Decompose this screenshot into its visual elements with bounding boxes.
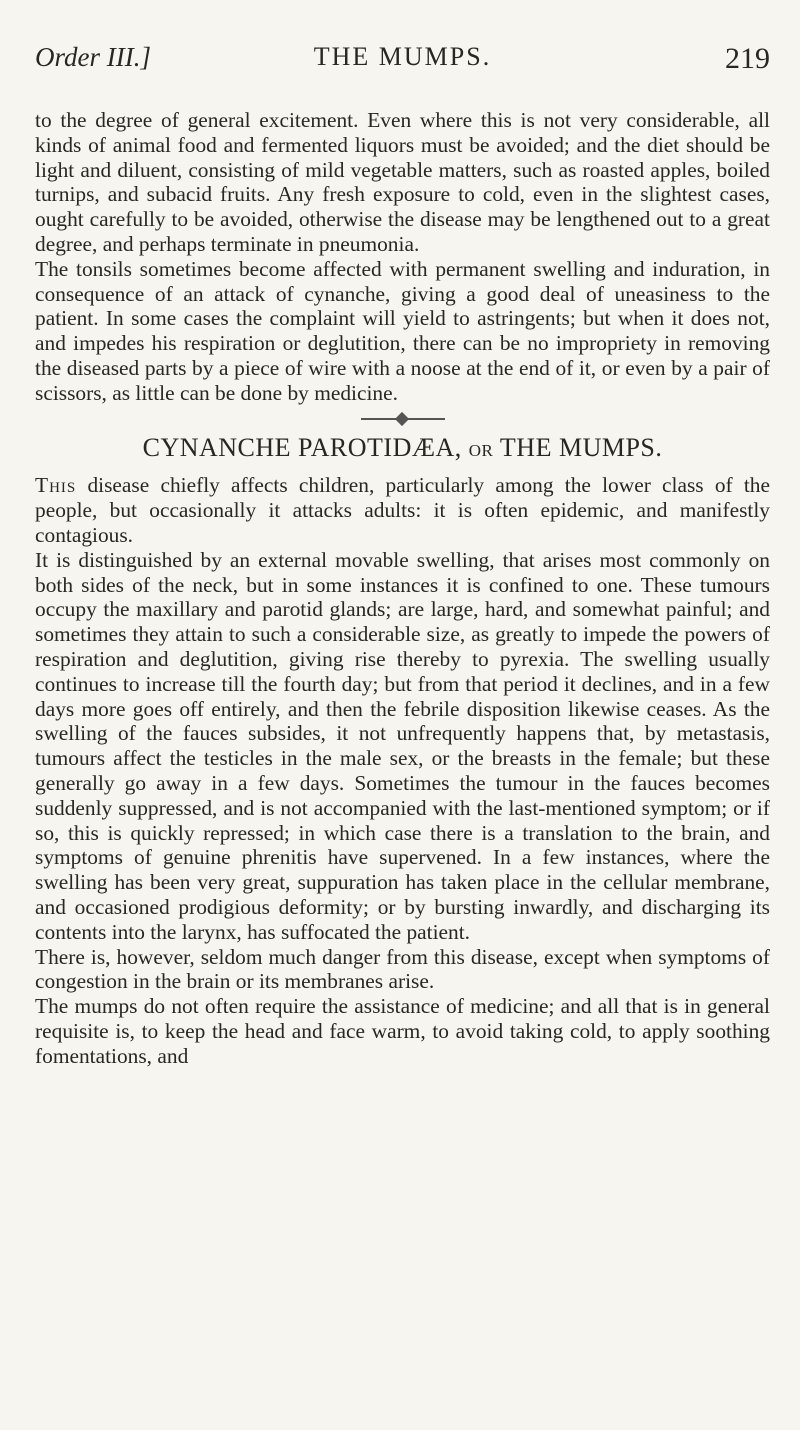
lead-word: This [35, 473, 77, 498]
page-number: 219 [725, 42, 770, 75]
paragraph: The tonsils sometimes become affected with permanent swelling and induration, in consequence of an attack of cynanche, giving a good deal of uneasiness to the patient. In some cases the complaint will yield to astringents; but when it does not, and impedes his respiration or deglutition, there can be no impropriety in removing the diseased parts by a piece of wire with a noose at the end of it, or even by a pair of scissors, as little can be done by medicine. [35, 256, 770, 405]
body-text [35, 108, 770, 1068]
paragraph: There is, however, seldom much danger from this disease, except when symptoms of congestion in the brain or its membranes arise. [35, 944, 770, 994]
header-order: Order III.] [35, 42, 151, 72]
paragraph: It is distinguished by an external movable swelling, that arises most commonly on both sides of the neck, but in some instances it is confined to one. These tumours occupy the maxillary and parotid glands; are large, hard, and somewhat painful; and sometimes they attain to such a considerable size, as greatly to impede the powers of respiration and deglutition, giving rise thereby to pyrexia. The swelling usually continues to increase till the fourth day; but from that period it declines, and in a few days more goes off entirely, and then the febrile disposition likewise ceases. As the swelling of the fauces subsides, it not unfrequently happens that, by metastasis, tumours affect the testicles in the male sex, or the breasts in the female; but these generally go away in a few days. Sometimes the tumour in the fauces becomes suddenly suppressed, and is not accompanied with the last-mentioned symptom; or if so, this is quickly repressed; in which case there is a translation to the brain, and symptoms of genuine phrenitis have supervened. In a few instances, where the swelling has been very great, suppuration has taken place in the cellular membrane, and occasioned prodigious deformity; or by bursting inwardly, and discharging its contents into the larynx, has suffocated the patient. [35, 547, 770, 944]
section-divider [361, 412, 445, 426]
running-header [35, 42, 770, 88]
section-heading [35, 432, 770, 464]
heading-or: OR [468, 440, 494, 460]
paragraph [35, 473, 770, 547]
paragraph: The mumps do not often require the assistance of medicine; and all that is in general requisite is, to keep the head and face warm, to avoid taking cold, to apply soothing fomentations, and [35, 994, 770, 1068]
heading-part1: CYNANCHE PAROTIDÆA, [142, 432, 462, 462]
header-title: THE MUMPS. [313, 42, 492, 71]
heading-part2: THE MUMPS. [499, 432, 663, 462]
paragraph: to the degree of general excitement. Even where this is not very considerable, all kinds of animal food and fermented liquors must be avoided; and the diet should be light and diluent, consisting of mild vegetable matters, such as roasted apples, boiled turnips, and subacid fruits. Any fresh exposure to cold, even in the slightest cases, ought carefully to be avoided, otherwise the disease may be lengthened out to a great degree, and perhaps terminate in pneumonia. [35, 108, 770, 256]
paragraph-rest: disease chiefly affects children, particularly among the lower class of the people, but occasionally it attacks adults: it is often epidemic, and manifestly contagious. [35, 473, 770, 547]
